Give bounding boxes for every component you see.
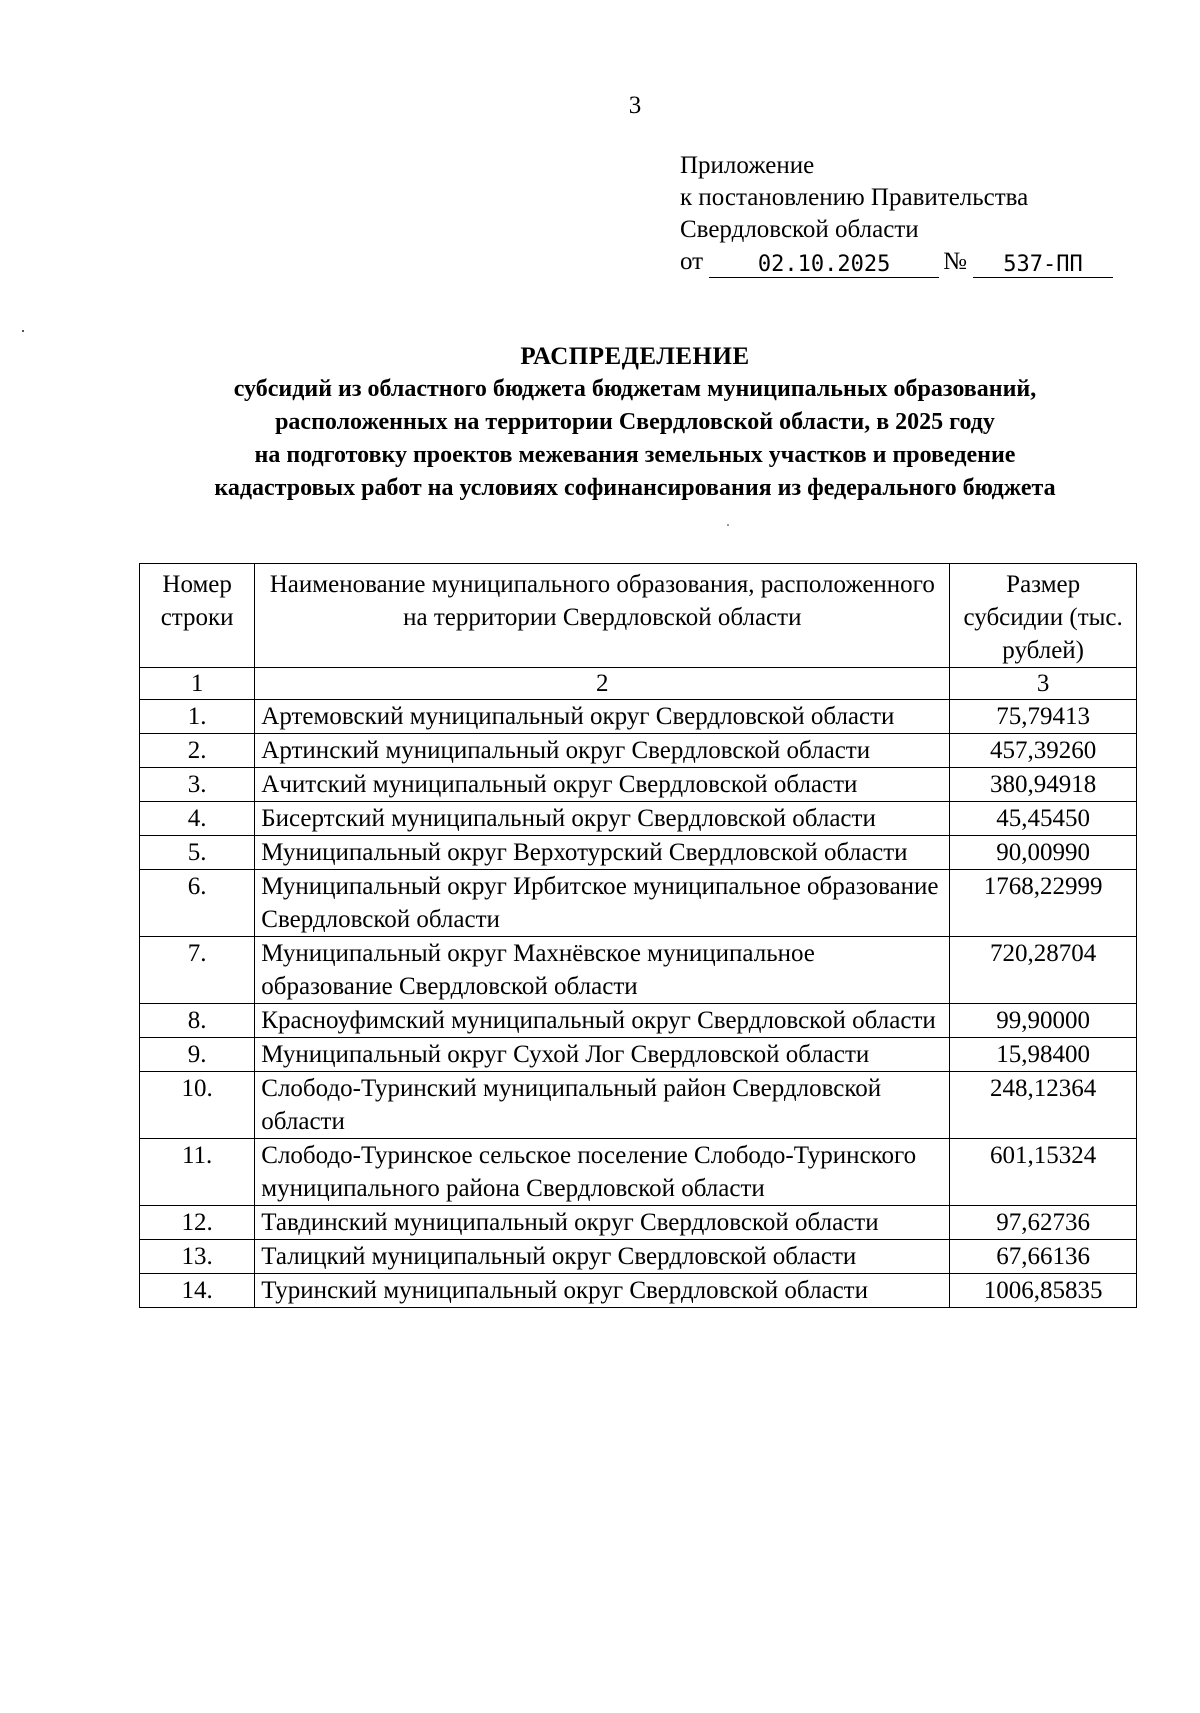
page-number: 3 <box>628 92 642 119</box>
appendix-line-3: Свердловской области <box>680 216 919 243</box>
row-number: 7. <box>140 937 255 1004</box>
municipality-name: Бисертский муниципальный округ Свердловской области <box>255 802 950 836</box>
subsidy-amount: 248,12364 <box>950 1072 1137 1139</box>
table-row <box>140 937 1137 1004</box>
subsidy-amount: 1768,22999 <box>950 870 1137 937</box>
table-row <box>140 1072 1137 1139</box>
appendix-block <box>680 150 1113 278</box>
row-number: 4. <box>140 802 255 836</box>
appendix-line-1: Приложение <box>680 152 815 179</box>
table-row <box>140 802 1137 836</box>
column-number: 2 <box>255 668 950 700</box>
title-line-4: кадастровых работ на условиях софинансирования из федерального бюджета <box>214 475 1056 501</box>
row-number: 12. <box>140 1206 255 1240</box>
column-numbers-row <box>140 668 1137 700</box>
municipality-name: Муниципальный округ Махнёвское муниципальное образование Свердловской области <box>255 937 950 1004</box>
municipality-name: Туринский муниципальный округ Свердловской области <box>255 1274 950 1308</box>
header-municipality-name: Наименование муниципального образования, расположенного на территории Свердловской области <box>255 564 950 668</box>
subsidy-amount: 1006,85835 <box>950 1274 1137 1308</box>
row-number: 6. <box>140 870 255 937</box>
column-number: 1 <box>140 668 255 700</box>
row-number: 11. <box>140 1139 255 1206</box>
row-number: 10. <box>140 1072 255 1139</box>
municipality-name: Красноуфимский муниципальный округ Свердловской области <box>255 1004 950 1038</box>
subsidy-amount: 99,90000 <box>950 1004 1137 1038</box>
table-row <box>140 836 1137 870</box>
table-row <box>140 734 1137 768</box>
subsidy-amount: 457,39260 <box>950 734 1137 768</box>
subsidy-amount: 90,00990 <box>950 836 1137 870</box>
municipality-name: Тавдинский муниципальный округ Свердловской области <box>255 1206 950 1240</box>
row-number: 1. <box>140 700 255 734</box>
subsidy-amount: 75,79413 <box>950 700 1137 734</box>
scan-speck <box>22 330 24 332</box>
subsidy-amount: 45,45450 <box>950 802 1137 836</box>
appendix-line-2: к постановлению Правительства <box>680 184 1029 211</box>
row-number: 14. <box>140 1274 255 1308</box>
table-row <box>140 1139 1137 1206</box>
row-number: 8. <box>140 1004 255 1038</box>
from-label: от <box>680 248 704 275</box>
municipality-name: Ачитский муниципальный округ Свердловской области <box>255 768 950 802</box>
header-subsidy-amount: Размер субсидии (тыс. рублей) <box>950 564 1137 668</box>
table-row <box>140 870 1137 937</box>
table-row <box>140 1004 1137 1038</box>
row-number: 3. <box>140 768 255 802</box>
table-row <box>140 700 1137 734</box>
municipality-name: Талицкий муниципальный округ Свердловской области <box>255 1240 950 1274</box>
decree-date: 02.10.2025 <box>709 253 939 278</box>
title-line-2: расположенных на территории Свердловской области, в 2025 году <box>275 409 995 435</box>
scan-speck <box>727 524 729 526</box>
municipality-name: Артинский муниципальный округ Свердловской области <box>255 734 950 768</box>
subsidy-amount: 67,66136 <box>950 1240 1137 1274</box>
table-row <box>140 1240 1137 1274</box>
title-line-3: на подготовку проектов межевания земельных участков и проведение <box>254 442 1016 468</box>
table-header-row <box>140 564 1137 668</box>
table-row <box>140 1038 1137 1072</box>
municipality-name: Муниципальный округ Ирбитское муниципальное образование Свердловской области <box>255 870 950 937</box>
subsidy-amount: 15,98400 <box>950 1038 1137 1072</box>
table-row <box>140 768 1137 802</box>
document-title <box>130 340 1140 505</box>
title-heading: РАСПРЕДЕЛЕНИЕ <box>520 343 750 370</box>
municipality-name: Муниципальный округ Верхотурский Свердловской области <box>255 836 950 870</box>
table-row <box>140 1206 1137 1240</box>
row-number: 9. <box>140 1038 255 1072</box>
municipality-name: Слободо-Туринское сельское поселение Слободо-Туринского муниципального района Свердловской области <box>255 1139 950 1206</box>
table-row <box>140 1274 1137 1308</box>
subsidy-amount: 97,62736 <box>950 1206 1137 1240</box>
row-number: 2. <box>140 734 255 768</box>
municipality-name: Слободо-Туринский муниципальный район Свердловской области <box>255 1072 950 1139</box>
header-row-number: Номер строки <box>140 564 255 668</box>
decree-reference <box>680 246 1113 278</box>
row-number: 13. <box>140 1240 255 1274</box>
subsidy-amount: 380,94918 <box>950 768 1137 802</box>
column-number: 3 <box>950 668 1137 700</box>
municipality-name: Муниципальный округ Сухой Лог Свердловской области <box>255 1038 950 1072</box>
municipality-name: Артемовский муниципальный округ Свердловской области <box>255 700 950 734</box>
title-line-1: субсидий из областного бюджета бюджетам муниципальных образований, <box>233 376 1037 402</box>
subsidy-amount: 720,28704 <box>950 937 1137 1004</box>
number-sign: № <box>943 248 967 275</box>
subsidy-amount: 601,15324 <box>950 1139 1137 1206</box>
subsidy-distribution-table <box>139 563 1137 1308</box>
row-number: 5. <box>140 836 255 870</box>
decree-number: 537-ПП <box>973 253 1113 278</box>
